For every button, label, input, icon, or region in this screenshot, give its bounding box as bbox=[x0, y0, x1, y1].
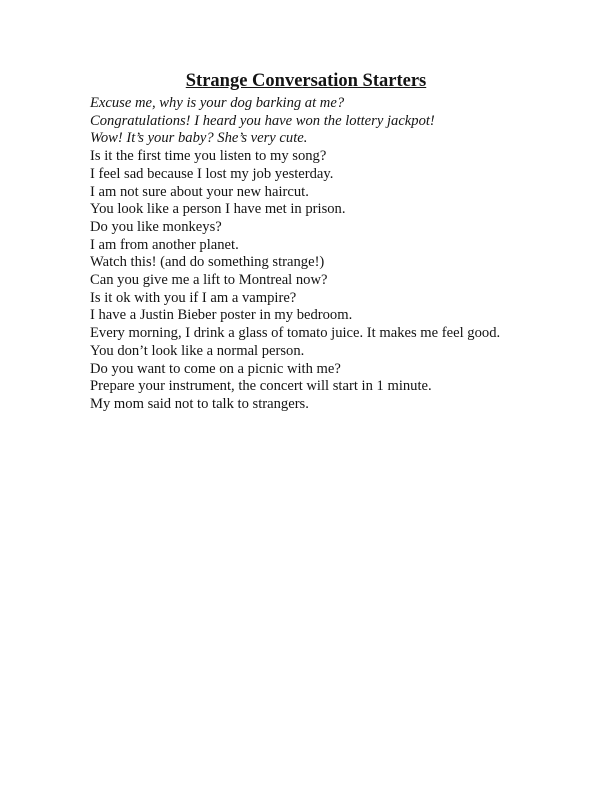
sentence-line: Congratulations! I heard you have won the lottery jackpot! bbox=[90, 112, 435, 129]
document-content bbox=[90, 69, 522, 414]
sentence-line: You don’t look like a normal person. bbox=[90, 342, 305, 359]
sentence-line: Wow! It’s your baby? She’s very cute. bbox=[90, 130, 308, 147]
sentence-line: I have a Justin Bieber poster in my bedroom. bbox=[90, 307, 353, 324]
sentence-line: Every morning, I drink a glass of tomato juice. It makes me feel good. bbox=[90, 325, 501, 342]
sentence-line: I am not sure about your new haircut. bbox=[90, 183, 309, 200]
document-title: Strange Conversation Starters bbox=[185, 71, 427, 91]
sentence-line: Can you give me a lift to Montreal now? bbox=[90, 272, 328, 289]
sentence-line: Is it the first time you listen to my song? bbox=[90, 148, 327, 165]
sentence-line: My mom said not to talk to strangers. bbox=[90, 395, 309, 412]
sentence-line: Is it ok with you if I am a vampire? bbox=[90, 289, 297, 306]
sentence-line: Watch this! (and do something strange!) bbox=[90, 254, 325, 271]
sentence-line: I am from another planet. bbox=[90, 236, 239, 253]
sentence-line: Do you want to come on a picnic with me? bbox=[90, 360, 341, 377]
sentence-line: Excuse me, why is your dog barking at me? bbox=[90, 95, 345, 111]
sentence-line: Do you like monkeys? bbox=[90, 218, 222, 235]
sentence-line: Prepare your instrument, the concert will start in 1 minute. bbox=[90, 378, 432, 395]
sentence-line: You look like a person I have met in prison. bbox=[90, 201, 346, 218]
sentence-line: I feel sad because I lost my job yesterday. bbox=[90, 165, 334, 182]
